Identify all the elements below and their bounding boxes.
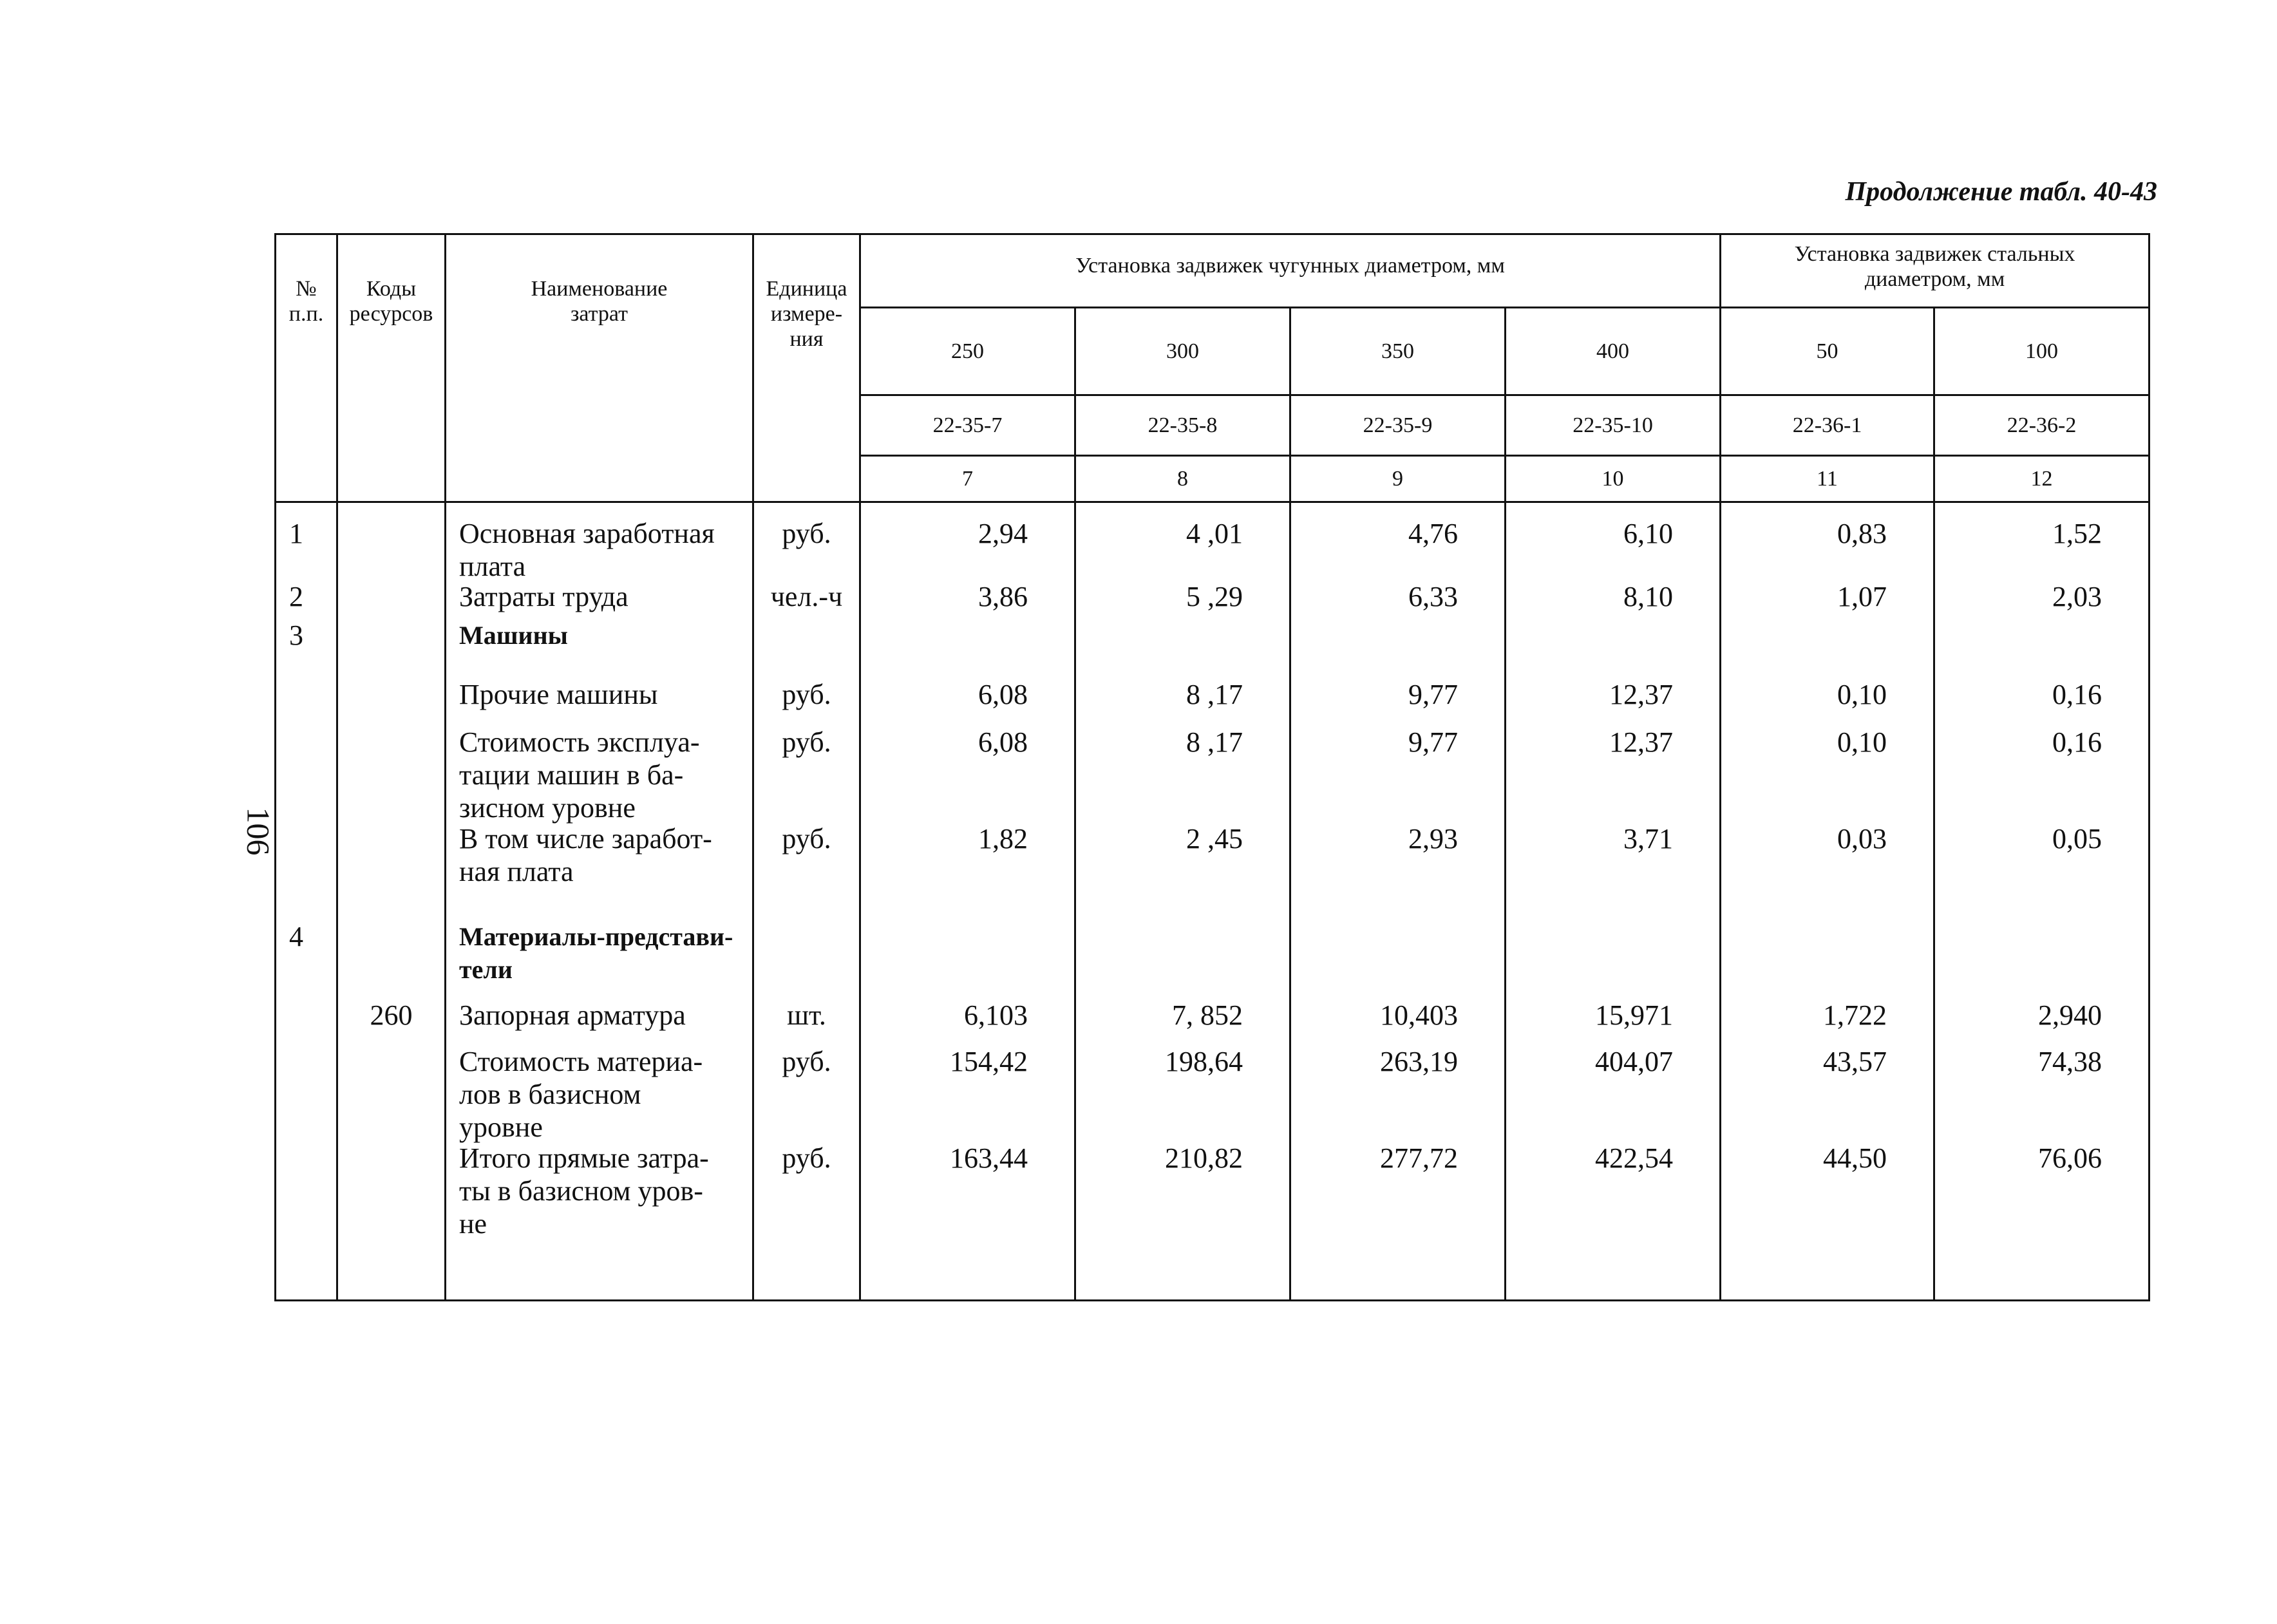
cost-name-line: тации машин в ба- xyxy=(459,759,684,791)
header-group-cast-iron: Установка задвижек чугунных диаметром, мм xyxy=(860,234,1721,308)
col-number-8: 8 xyxy=(1075,456,1290,502)
value-cell: 8 ,17 xyxy=(1186,679,1243,710)
value-cell: 7, 852 xyxy=(1172,999,1243,1031)
value-cell: 0,83 xyxy=(1837,518,1887,549)
cost-name-line: уровне xyxy=(459,1111,543,1143)
unit-of-measure: руб. xyxy=(782,679,831,710)
value-cell: 1,07 xyxy=(1837,581,1887,612)
value-cell: 422,54 xyxy=(1595,1142,1674,1174)
col-number-9: 9 xyxy=(1290,456,1506,502)
value-cell: 6,10 xyxy=(1623,518,1674,549)
value-cell: 154,42 xyxy=(950,1046,1028,1077)
diameter-300: 300 xyxy=(1075,308,1290,395)
value-cell: 3,71 xyxy=(1623,823,1674,854)
unit-of-measure: руб. xyxy=(782,1046,831,1077)
col-number-7: 7 xyxy=(860,456,1075,502)
cost-name-line: Затраты труда xyxy=(459,581,628,612)
value-cell: 6,103 xyxy=(964,999,1028,1031)
value-cell: 404,07 xyxy=(1595,1046,1674,1077)
resource-table xyxy=(274,233,2150,1301)
value-cell: 198,64 xyxy=(1165,1046,1243,1077)
value-cell: 2 ,45 xyxy=(1186,823,1243,854)
cost-name-line: Стоимость эксплуа- xyxy=(459,726,700,758)
row-number: 1 xyxy=(289,518,303,549)
cost-name-line: плата xyxy=(459,551,526,582)
cost-name-line: Стоимость материа- xyxy=(459,1046,703,1077)
cost-name-line: Запорная арматура xyxy=(459,999,686,1031)
diameter-100: 100 xyxy=(1934,308,2149,395)
col-number-11: 11 xyxy=(1721,456,1934,502)
code-22-35-8: 22-35-8 xyxy=(1075,395,1290,456)
cost-name-line: не xyxy=(459,1208,487,1240)
value-cell: 9,77 xyxy=(1408,679,1458,710)
row-number: 3 xyxy=(289,619,303,651)
diameter-350: 350 xyxy=(1290,308,1506,395)
column-100 xyxy=(1934,502,2149,1301)
diameter-50: 50 xyxy=(1721,308,1934,395)
value-cell: 0,10 xyxy=(1837,726,1887,758)
value-cell: 4 ,01 xyxy=(1186,518,1243,549)
value-cell: 6,33 xyxy=(1408,581,1458,612)
page-number: 106 xyxy=(240,807,277,856)
cost-name-line: В том числе заработ- xyxy=(459,823,712,854)
value-cell: 43,57 xyxy=(1823,1046,1887,1077)
value-cell: 3,86 xyxy=(978,581,1028,612)
value-cell: 8,10 xyxy=(1623,581,1674,612)
unit-of-measure: чел.-ч xyxy=(770,581,843,612)
value-cell: 6,08 xyxy=(978,726,1028,758)
header-unit: Единица измере- ния xyxy=(753,234,860,502)
cost-name-line: лов в базисном xyxy=(459,1079,641,1110)
value-cell: 12,37 xyxy=(1609,726,1674,758)
value-cell: 0,10 xyxy=(1837,679,1887,710)
code-22-35-10: 22-35-10 xyxy=(1506,395,1721,456)
code-22-35-7: 22-35-7 xyxy=(860,395,1075,456)
column-codes xyxy=(337,502,446,1301)
code-22-36-1: 22-36-1 xyxy=(1721,395,1934,456)
header-name: Наименование затрат xyxy=(446,234,753,502)
value-cell: 15,971 xyxy=(1595,999,1674,1031)
cost-name-line: Прочие машины xyxy=(459,679,658,710)
value-cell: 5 ,29 xyxy=(1186,581,1243,612)
cost-name-line: ты в базисном уров- xyxy=(459,1175,703,1207)
cost-name-line: зисном уровне xyxy=(459,792,636,824)
column-400 xyxy=(1506,502,1721,1301)
value-cell: 8 ,17 xyxy=(1186,726,1243,758)
header-no: № п.п. xyxy=(276,234,337,502)
cost-name-line: Основная заработная xyxy=(459,518,715,549)
column-50 xyxy=(1721,502,1934,1301)
code-22-35-9: 22-35-9 xyxy=(1290,395,1506,456)
value-cell: 277,72 xyxy=(1380,1142,1458,1174)
row-number: 2 xyxy=(289,581,303,612)
value-cell: 1,722 xyxy=(1823,999,1887,1031)
value-cell: 2,94 xyxy=(978,518,1028,549)
cost-name-line: ная плата xyxy=(459,856,574,887)
value-cell: 263,19 xyxy=(1380,1046,1458,1077)
value-cell: 1,82 xyxy=(978,823,1028,854)
value-cell: 1,52 xyxy=(2052,518,2102,549)
column-unit xyxy=(753,502,860,1301)
value-cell: 2,93 xyxy=(1408,823,1458,854)
cost-name-line: тели xyxy=(459,955,513,984)
column-300 xyxy=(1075,502,1290,1301)
diameter-250: 250 xyxy=(860,308,1075,395)
value-cell: 74,38 xyxy=(2038,1046,2102,1077)
value-cell: 10,403 xyxy=(1380,999,1458,1031)
value-cell: 2,03 xyxy=(2052,581,2102,612)
column-no xyxy=(276,502,337,1301)
header-codes: Коды ресурсов xyxy=(337,234,446,502)
column-name xyxy=(446,502,753,1301)
value-cell: 4,76 xyxy=(1408,518,1458,549)
value-cell: 0,16 xyxy=(2052,726,2102,758)
value-cell: 163,44 xyxy=(950,1142,1028,1174)
value-cell: 0,05 xyxy=(2052,823,2102,854)
col-number-10: 10 xyxy=(1506,456,1721,502)
column-250 xyxy=(860,502,1075,1301)
unit-of-measure: шт. xyxy=(787,999,826,1031)
unit-of-measure: руб. xyxy=(782,1142,831,1174)
column-350 xyxy=(1290,502,1506,1301)
value-cell: 2,940 xyxy=(2038,999,2102,1031)
unit-of-measure: руб. xyxy=(782,726,831,758)
resource-code: 260 xyxy=(370,999,413,1031)
value-cell: 210,82 xyxy=(1165,1142,1243,1174)
cost-name-line: Материалы-представи- xyxy=(459,922,733,951)
cost-name-line: Итого прямые затра- xyxy=(459,1142,709,1174)
value-cell: 44,50 xyxy=(1823,1142,1887,1174)
value-cell: 0,03 xyxy=(1837,823,1887,854)
table-caption: Продолжение табл. 40-43 xyxy=(1845,177,2157,207)
diameter-400: 400 xyxy=(1506,308,1721,395)
value-cell: 9,77 xyxy=(1408,726,1458,758)
unit-of-measure: руб. xyxy=(782,518,831,549)
value-cell: 76,06 xyxy=(2038,1142,2102,1174)
code-22-36-2: 22-36-2 xyxy=(1934,395,2149,456)
row-number: 4 xyxy=(289,921,303,952)
unit-of-measure: руб. xyxy=(782,823,831,854)
value-cell: 0,16 xyxy=(2052,679,2102,710)
value-cell: 6,08 xyxy=(978,679,1028,710)
value-cell: 12,37 xyxy=(1609,679,1674,710)
header-group-steel: Установка задвижек стальных диаметром, мм xyxy=(1721,234,2149,308)
cost-name-line: Машины xyxy=(459,621,568,650)
col-number-12: 12 xyxy=(1934,456,2149,502)
